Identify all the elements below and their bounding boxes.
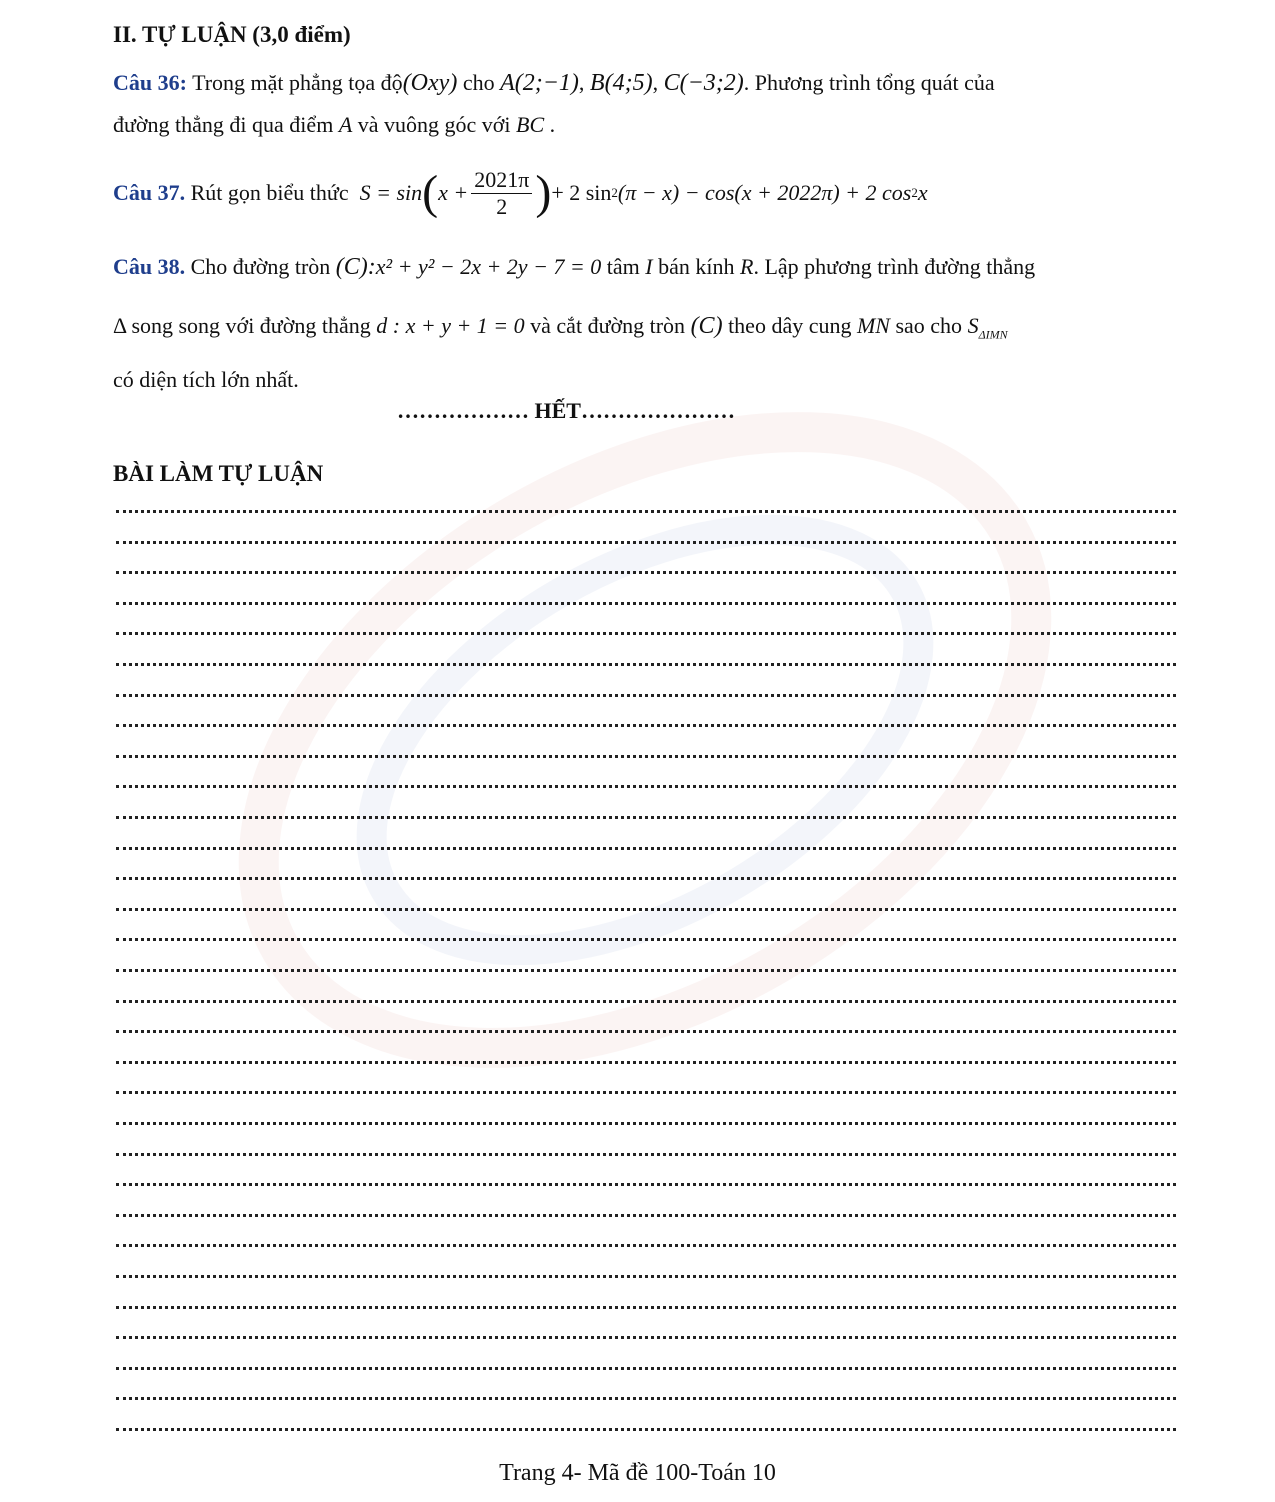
answer-line: [116, 1091, 1176, 1094]
answer-line: [116, 1244, 1176, 1247]
answer-line: [116, 847, 1176, 850]
answer-line: [116, 1061, 1176, 1064]
end-marker: ……………… HẾT…………………: [397, 398, 735, 423]
page-footer: Trang 4- Mã đề 100-Toán 10: [499, 1460, 776, 1486]
fraction: $\frac{2021\pi}{2}$: [471, 167, 532, 220]
answer-line: [116, 816, 1176, 819]
answer-line: [116, 1397, 1176, 1400]
section-title: II. TỰ LUẬN (3,0 điểm): [113, 22, 351, 47]
answer-line: [116, 908, 1176, 911]
question-36-label: Câu 36:: [113, 70, 187, 95]
answer-line: [116, 1428, 1176, 1431]
answer-line: [116, 1275, 1176, 1278]
question-36-line-2: đường thẳng đi qua điểm A và vuông góc với BC .: [113, 112, 556, 137]
answer-line: [116, 663, 1176, 666]
answer-line: [116, 755, 1176, 758]
answer-line: [116, 938, 1176, 941]
question-36-line-1: Câu 36: Trong mặt phẳng tọa độ(Oxy) cho A(2;−1), B(4;5), C(−3;2). Phương trình tổng quát của: [113, 70, 995, 96]
answer-line: [116, 877, 1176, 880]
answer-line: [116, 1000, 1176, 1003]
question-38-line-1: Câu 38. Cho đường tròn (C):x² + y² − 2x + 2y − 7 = 0 tâm I bán kính R. Lập phương trình đường thẳng: [113, 254, 1036, 280]
answer-line: [116, 571, 1176, 574]
question-38-line-3: có diện tích lớn nhất.: [113, 367, 299, 392]
answer-line: [116, 785, 1176, 788]
watermark-logo: [170, 380, 1120, 1100]
answer-line: [116, 1306, 1176, 1309]
answer-line: [116, 1122, 1176, 1125]
answer-line: [116, 632, 1176, 635]
answer-line: [116, 969, 1176, 972]
answer-line: [116, 1367, 1176, 1370]
question-38-line-2: Δ song song với đường thẳng d : x + y + 1 = 0 và cắt đường tròn (C) theo dây cung MN sao cho $S_{\Delta IMN}$: [113, 313, 1008, 342]
answer-line: [116, 1214, 1176, 1217]
answer-line: [116, 510, 1176, 513]
answer-line: [116, 1030, 1176, 1033]
answer-line: [116, 1336, 1176, 1339]
work-section-title: BÀI LÀM TỰ LUẬN: [113, 461, 324, 486]
question-38-label: Câu 38.: [113, 254, 186, 279]
paren-open: (: [422, 166, 439, 219]
answer-line: [116, 724, 1176, 727]
answer-line: [116, 541, 1176, 544]
answer-line: [116, 694, 1176, 697]
answer-line: [116, 1183, 1176, 1186]
question-37-label: Câu 37.: [113, 180, 186, 205]
answer-line: [116, 602, 1176, 605]
paren-close: ): [535, 166, 552, 219]
question-37: Câu 37. Rút gọn biểu thức S = sin ( x + $\frac{2021\pi}{2}$ ) + 2 sin 2 (π − x) − cos(x + 2022π) + 2 cos 2 x: [113, 166, 928, 219]
answer-line: [116, 1153, 1176, 1156]
